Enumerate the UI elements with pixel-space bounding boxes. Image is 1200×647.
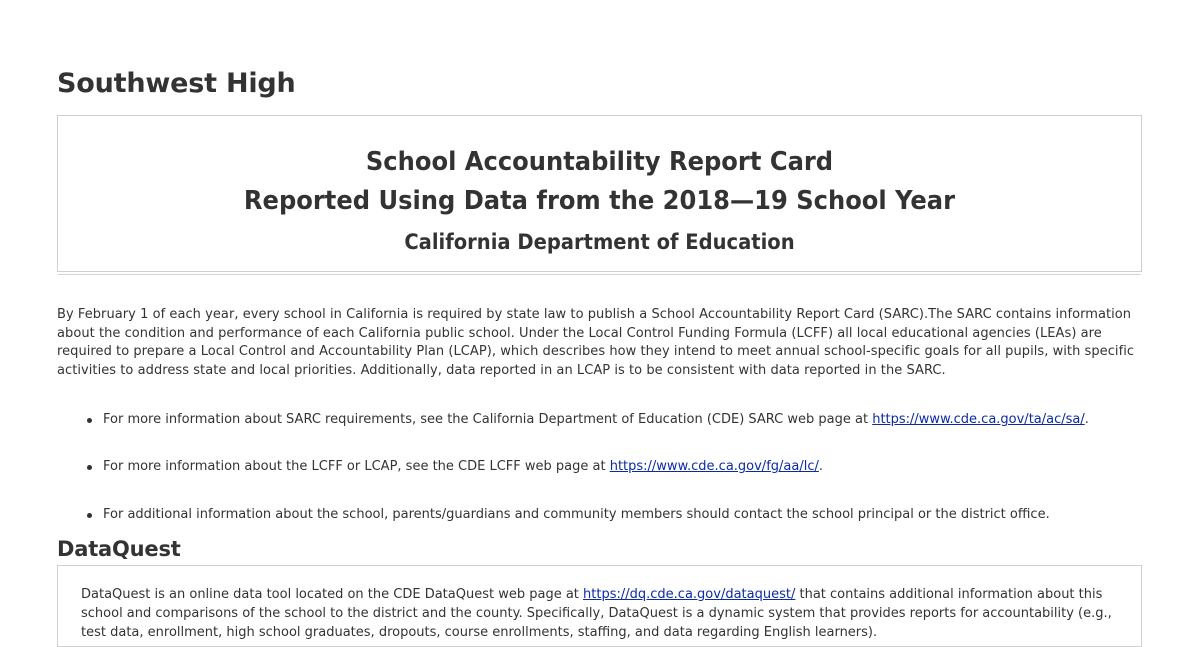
report-subtitle: Reported Using Data from the 2018—19 School Year [243,186,956,216]
report-title: School Accountability Report Card [365,147,834,177]
dataquest-paragraph [81,585,1126,642]
dataquest-box [57,565,1142,647]
bullet-text: For more information about SARC requirements, see the California Department of Education (CDE) SARC web page at [103,412,873,427]
bullet-dot-icon [87,465,92,470]
dataquest-link[interactable]: https://dq.cde.ca.gov/dataquest/ [583,587,796,602]
report-agency: California Department of Education [404,230,795,254]
bullet-item-lcff [57,458,823,476]
school-name-heading: Southwest High [57,68,296,99]
intro-paragraph: By February 1 of each year, every school in California is required by state law to publish a School Accountability Report Card (SARC).The SARC contains information about the condition and performance of each California public school. Under the Local Control Funding Formula (LCFF) all local educational agencies (LEAs) are required to prepare a Local Control and Accountability Plan (LCAP), which describes how they intend to meet annual school-specific goals for all pupils, with specific activities to address state and local priorities. Additionally, data reported in an LCAP is to be consistent with data reported in the SARC. [57,307,1135,378]
dataquest-text-end: that contains additional information about this school and comparisons of the school to the district and the county. Specifically, DataQuest is a dynamic system that provides reports for accountability (e.g., test data, enrollment, high school graduates, dropouts, course enrollments, staffing, and data regarding English learners). [81,587,1112,640]
dataquest-heading: DataQuest [57,537,181,561]
bullet-item-sarc [57,411,1089,429]
bullet-dot-icon [87,513,92,518]
dataquest-text: DataQuest is an online data tool located on the CDE DataQuest web page at [81,587,584,602]
bullet-dot-icon [87,418,92,423]
report-header-box [57,115,1142,272]
bullet-text-end: . [1084,412,1089,427]
bullet-text-end: . [818,459,823,474]
lcff-web-page-link[interactable]: https://www.cde.ca.gov/fg/aa/lc/ [609,459,819,474]
bullet-text: For additional information about the school, parents/guardians and community members should contact the school principal or the district office. [103,507,1050,522]
bullet-text: For more information about the LCFF or LCAP, see the CDE LCFF web page at [103,459,610,474]
bullet-item-contact [57,506,1050,524]
sarc-web-page-link[interactable]: https://www.cde.ca.gov/ta/ac/sa/ [872,412,1085,427]
